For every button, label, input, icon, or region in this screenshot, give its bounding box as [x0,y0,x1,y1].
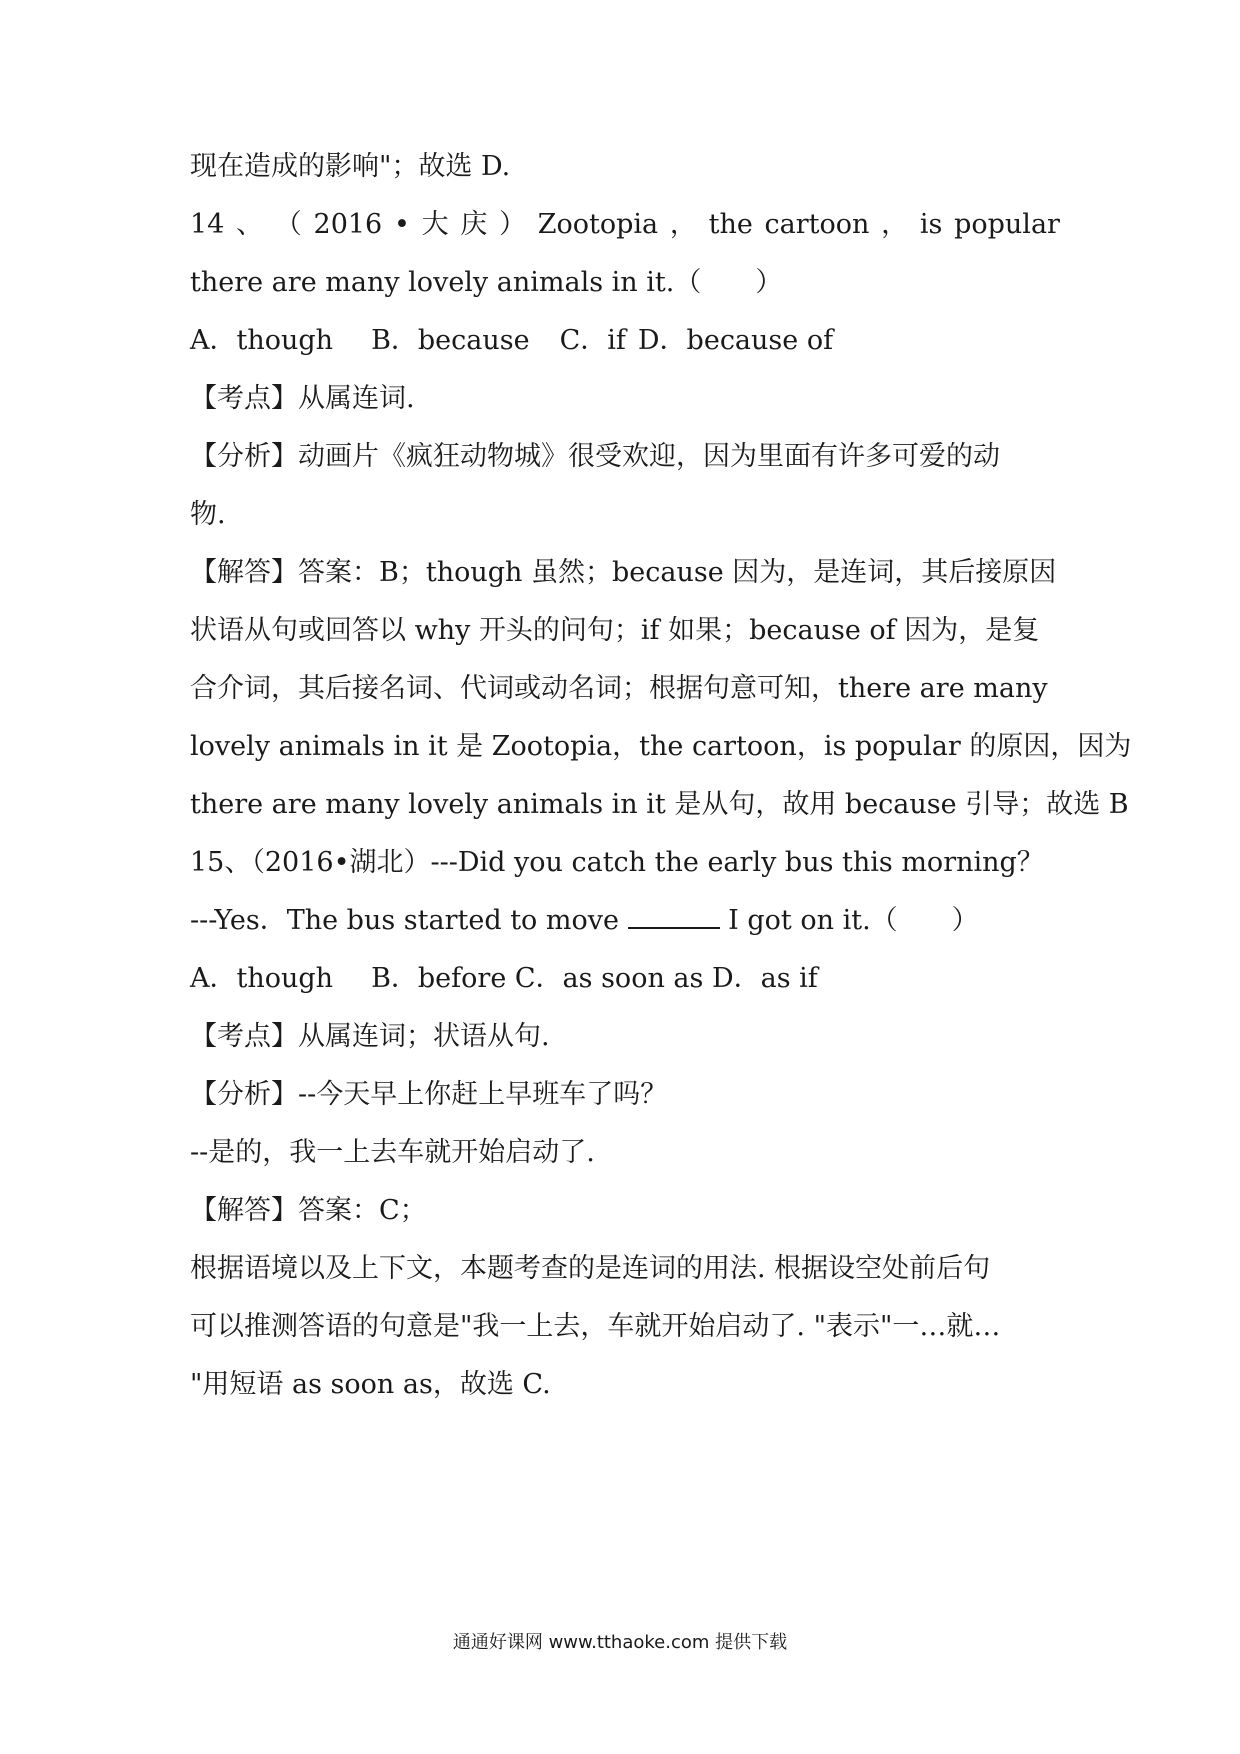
answer-line: 可以推测答语的句意是"我一上去，车就开始启动了. "表示"一…就… [190,1311,1001,1342]
test-point: 【考点】从属连词；状语从句. [190,1021,550,1052]
question-14-token: 14 [190,209,225,240]
question-14-token: ， [669,209,697,240]
question-14-stem-continued: there are many lovely animals in it.（ ） [190,267,783,298]
reply-after-blank: I got on it.（ ） [719,905,979,936]
question-15-stem: 15、（2016•湖北）---Did you catch the early bus this morning？ [190,847,1044,878]
answer-line: 【解答】答案：B；though 虽然；because 因为，是连词，其后接原因 [190,557,1057,588]
answer-line: 合介词，其后接名词、代词或动名词；根据句意可知，there are many [190,673,1048,704]
answer-line: there are many lovely animals in it 是从句，故用 because 引导；故选 B [190,789,1129,820]
question-14-token: 2016 [313,209,383,240]
option-c: C．if [559,325,626,356]
option-a: A．though [190,325,334,356]
test-point: 【考点】从属连词. [190,383,415,414]
answer-line: "用短语 as soon as，故选 C. [190,1369,551,1400]
analysis-line: 物. [190,499,226,530]
analysis-line: 【分析】--今天早上你赶上早班车了吗？ [190,1079,668,1110]
question-14-stem [190,205,1060,245]
page-footer: 通通好课网 www.tthaoke.com 提供下载 [452,1632,788,1653]
question-14-token: cartoon [764,209,870,240]
question-14-token: 庆 [460,209,488,240]
answer-blank [628,903,720,929]
question-14-token: the [708,209,753,240]
question-14-token: 、 [236,209,264,240]
question-14-token: ） [499,209,527,240]
answer-line: 根据语境以及上下文，本题考查的是连词的用法. 根据设空处前后句 [190,1253,991,1284]
question-14-token: popular [954,209,1060,240]
option-b: B．because [371,325,530,356]
text-line: 现在造成的影响"；故选 D. [190,151,511,182]
answer-line: 【解答】答案：C； [190,1195,427,1226]
reply-before-blank: ---Yes．The bus started to move [190,905,628,936]
answer-line: lovely animals in it 是 Zootopia，the cartoon，is popular 的原因，因为 [190,731,1132,762]
question-14-options [190,321,1060,361]
question-14-token: 大 [421,209,449,240]
question-14-token: ， [881,209,909,240]
option-d: D．because of [637,325,834,356]
answer-line: 状语从句或回答以 why 开头的问句；if 如果；because of 因为，是复 [190,615,1040,646]
question-15-reply [190,901,1060,941]
option-a: A．though [190,963,334,994]
options-b-c-d: B．before C．as soon as D．as if [371,963,818,994]
question-14-token: （ [274,209,302,240]
question-15-options [190,959,1060,999]
analysis-line: 【分析】动画片《疯狂动物城》很受欢迎，因为里面有许多可爱的动 [190,441,1000,472]
analysis-line: --是的，我一上去车就开始启动了. [190,1137,595,1168]
question-14-token: is [919,209,943,240]
question-14-token: Zootopia [537,209,659,240]
question-14-token: • [393,209,410,240]
